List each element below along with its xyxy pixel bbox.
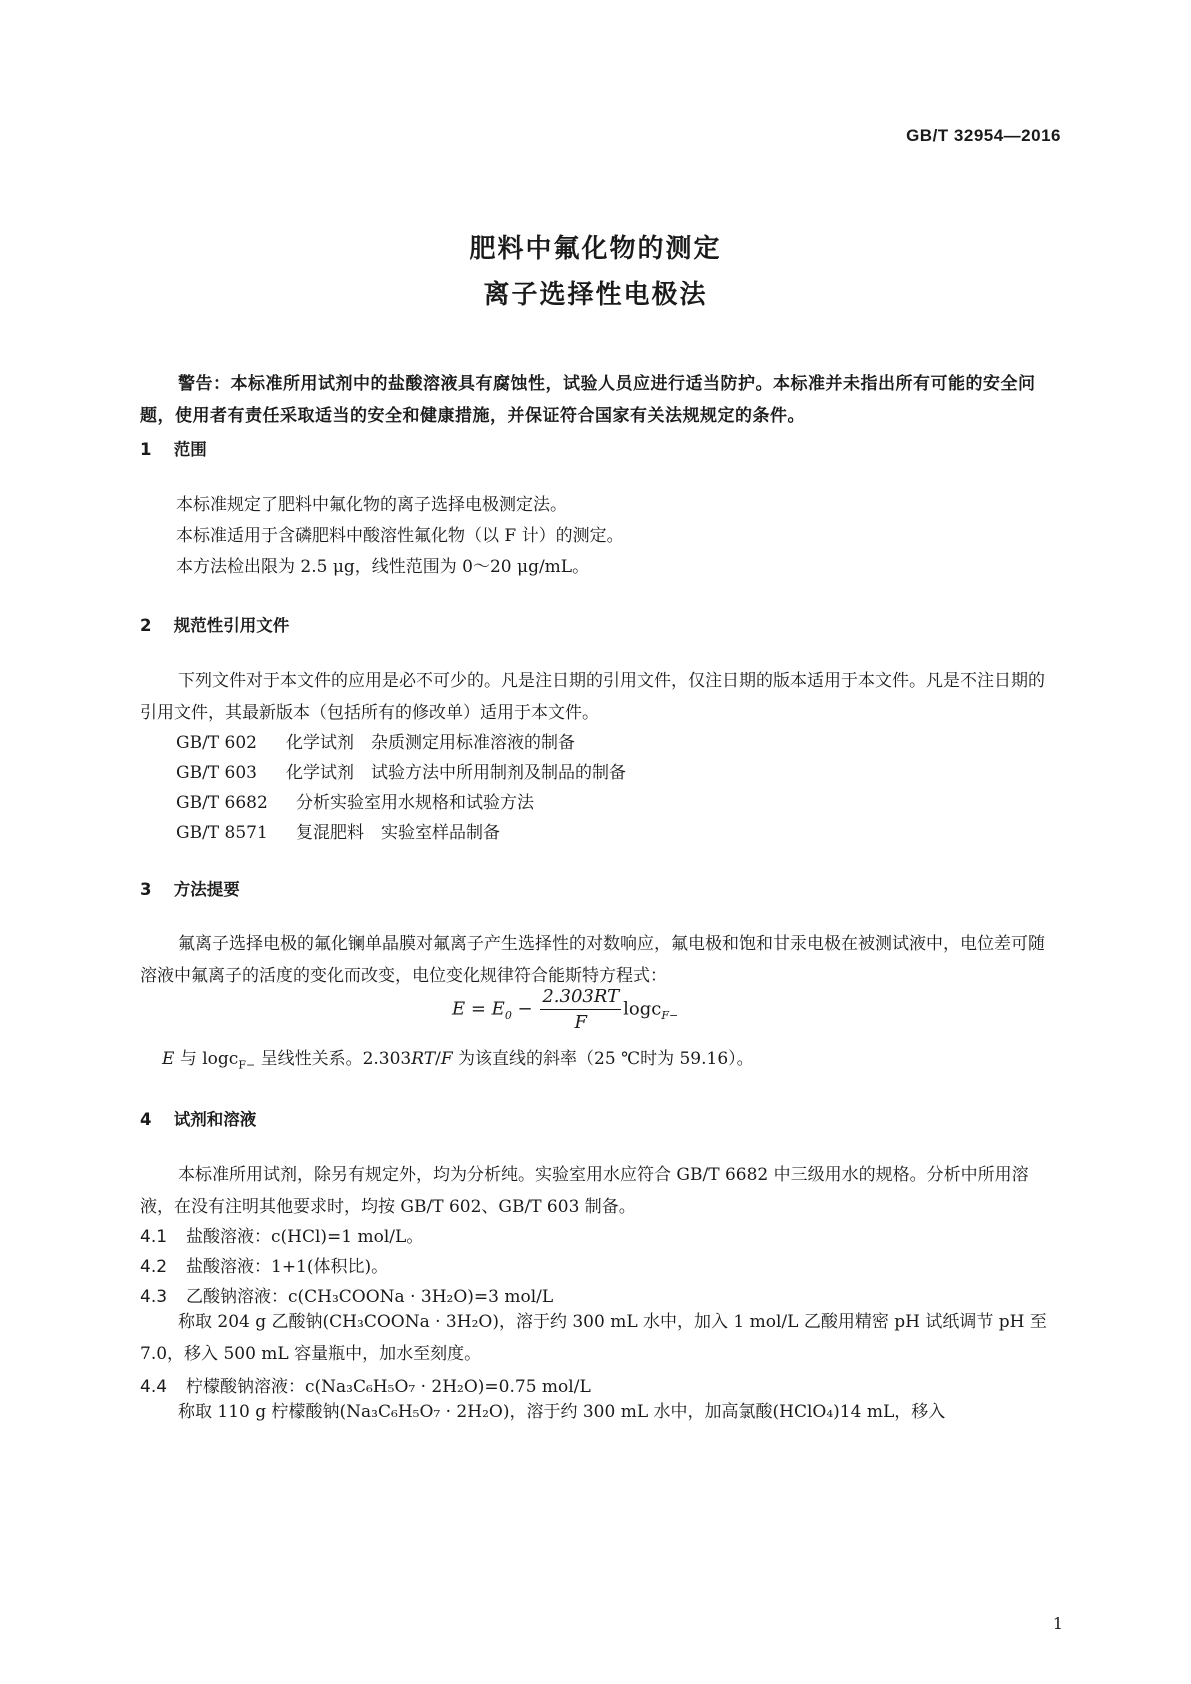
scope-line-2: 本标准适用于含磷肥料中酸溶性氟化物（以 F 计）的测定。 — [176, 526, 624, 546]
item-number: 4.4 — [140, 1377, 168, 1397]
text-with: 与 — [174, 1049, 203, 1069]
text-slash: / — [435, 1049, 441, 1069]
text-log-sub: F− — [238, 1058, 256, 1072]
reagent-item-4-3 — [140, 1282, 553, 1307]
section-number: 3 — [140, 880, 152, 899]
item-number: 4.3 — [140, 1287, 168, 1307]
references-intro: 下列文件对于本文件的应用是必不可少的。凡是注日期的引用文件，仅注日期的版本适用于本文件。凡是不注日期的引用文件，其最新版本（包括所有的修改单）适用于本文件。 — [140, 671, 1045, 723]
scope-line-1: 本标准规定了肥料中氟化物的离子选择电极测定法。 — [176, 495, 567, 515]
formula-minus: − — [511, 998, 539, 1020]
section-number: 1 — [140, 440, 152, 459]
scope-line-3: 本方法检出限为 2.5 μg，线性范围为 0～20 μg/mL。 — [176, 557, 590, 577]
item-number: 4.1 — [140, 1227, 168, 1247]
reference-item — [176, 818, 500, 843]
reference-title: 复混肥料 实验室样品制备 — [296, 823, 500, 843]
text-rest-2: 为该直线的斜率（25 ℃时为 59.16）。 — [452, 1049, 754, 1069]
section-2-heading — [140, 612, 289, 636]
warning-paragraph: 警告：本标准所用试剂中的盐酸溶液具有腐蚀性，试验人员应进行适当防护。本标准并未指出所有可能的安全问题，使用者有责任采取适当的安全和健康措施，并保证符合国家有关法规规定的条件。 — [140, 374, 1036, 426]
var-f: F — [440, 1049, 453, 1069]
formula-log: logc — [623, 998, 662, 1020]
reference-title: 分析实验室用水规格和试验方法 — [296, 793, 534, 813]
reference-item — [176, 788, 534, 813]
reagent-item-4-3-description: 称取 204 g 乙酸钠(CH₃COONa · 3H₂O)，溶于约 300 mL 水中，加入 1 mol/L 乙酸用精密 pH 试纸调节 pH 至 7.0，移入 500 mL 容量瓶中，加水至刻度。 — [140, 1312, 1047, 1364]
formula-numerator: 2.303RT — [540, 986, 621, 1010]
formula-lhs: E = E — [452, 998, 505, 1020]
item-text: 柠檬酸钠溶液：c(Na₃C₆H₅O₇ · 2H₂O)=0.75 mol/L — [186, 1377, 591, 1397]
reference-code: GB/T 603 — [176, 763, 257, 783]
item-text: 盐酸溶液：1+1(体积比)。 — [186, 1257, 389, 1277]
section-1-heading — [140, 436, 207, 460]
title-line-2: 离子选择性电极法 — [483, 280, 708, 310]
reagents-intro: 本标准所用试剂，除另有规定外，均为分析纯。实验室用水应符合 GB/T 6682 中三级用水的规格。分析中所用溶液，在没有注明其他要求时，均按 GB/T 602、GB/T 603 制备。 — [140, 1165, 1029, 1217]
section-title: 试剂和溶液 — [173, 1110, 257, 1129]
reference-title: 化学试剂 杂质测定用标准溶液的制备 — [286, 733, 575, 753]
reference-code: GB/T 6682 — [176, 793, 268, 813]
section-3-heading — [140, 876, 240, 900]
formula-log-sub: F− — [661, 1009, 679, 1023]
item-text: 盐酸溶液：c(HCl)=1 mol/L。 — [186, 1227, 424, 1247]
formula-explanation — [162, 1044, 754, 1071]
formula-fraction — [540, 986, 621, 1033]
text-log: logc — [202, 1049, 239, 1069]
page-number: 1 — [1052, 1614, 1063, 1633]
nernst-equation — [452, 986, 678, 1033]
section-4-heading — [140, 1106, 256, 1130]
reagent-item-4-1 — [140, 1222, 423, 1247]
reagent-item-4-2 — [140, 1252, 388, 1277]
var-rt: RT — [411, 1049, 436, 1069]
text-rest-1: 呈线性关系。2.303 — [255, 1049, 412, 1069]
var-e: E — [162, 1049, 175, 1069]
formula-denominator: F — [574, 1012, 587, 1033]
section-title: 规范性引用文件 — [173, 616, 290, 635]
standard-code: GB/T 32954—2016 — [906, 126, 1061, 145]
reagent-item-4-4-description: 称取 110 g 柠檬酸钠(Na₃C₆H₅O₇ · 2H₂O)，溶于约 300 mL 水中，加高氯酸(HClO₄)14 mL，移入 — [178, 1402, 946, 1422]
method-paragraph: 氟离子选择电极的氟化镧单晶膜对氟离子产生选择性的对数响应，氟电极和饱和甘汞电极在被测试液中，电位差可随溶液中氟离子的活度的变化而改变，电位变化规律符合能斯特方程式： — [140, 934, 1045, 986]
reference-title: 化学试剂 试验方法中所用制剂及制品的制备 — [286, 763, 626, 783]
reagent-item-4-4 — [140, 1372, 591, 1397]
reference-item — [176, 728, 575, 753]
section-title: 范围 — [173, 440, 207, 459]
formula-lhs-sub: 0 — [504, 1009, 512, 1023]
section-number: 4 — [140, 1110, 152, 1129]
item-number: 4.2 — [140, 1257, 168, 1277]
section-number: 2 — [140, 616, 152, 635]
reference-code: GB/T 8571 — [176, 823, 268, 843]
title-line-1: 肥料中氟化物的测定 — [469, 234, 722, 264]
reference-item — [176, 758, 626, 783]
reference-code: GB/T 602 — [176, 733, 257, 753]
section-title: 方法提要 — [173, 880, 240, 899]
item-text: 乙酸钠溶液：c(CH₃COONa · 3H₂O)=3 mol/L — [186, 1287, 554, 1307]
